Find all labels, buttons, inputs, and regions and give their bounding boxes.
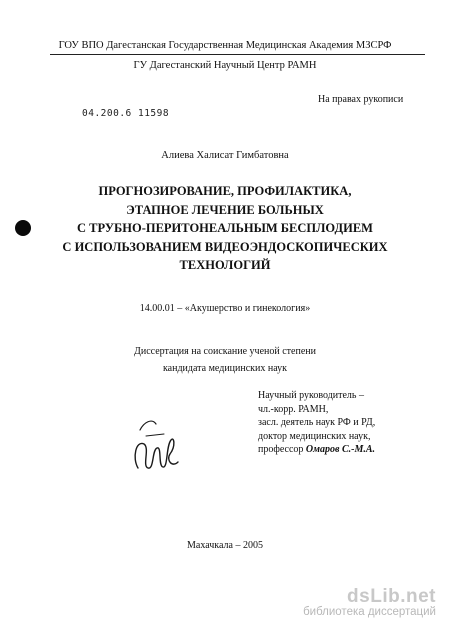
supervisor-line: Научный руководитель – bbox=[258, 390, 364, 401]
supervisor-block bbox=[258, 389, 375, 457]
city-year: Махачкала – 2005 bbox=[187, 540, 263, 551]
supervisor-line bbox=[258, 443, 375, 457]
header-divider bbox=[50, 54, 425, 55]
watermark-logo: dsLib.net bbox=[347, 586, 436, 607]
title-line: ТЕХНОЛОГИЙ bbox=[179, 258, 271, 272]
research-center-name: ГУ Дагестанский Научный Центр РАМН bbox=[133, 60, 317, 71]
watermark bbox=[303, 586, 436, 618]
watermark-subtitle: библиотека диссертаций bbox=[303, 606, 436, 618]
manuscript-rights-label: На правах рукописи bbox=[318, 94, 404, 105]
registration-stamp: 04.200.6 11598 bbox=[82, 108, 170, 119]
supervisor-title: профессор bbox=[258, 444, 306, 455]
degree-statement bbox=[0, 343, 450, 377]
title-line: ЭТАПНОЕ ЛЕЧЕНИЕ БОЛЬНЫХ bbox=[126, 202, 324, 217]
degree-line: Диссертация на соискание ученой степени bbox=[134, 346, 316, 357]
handwritten-signature bbox=[130, 410, 182, 476]
author-name: Алиева Халисат Гимбатовна bbox=[161, 150, 289, 161]
degree-line: кандидата медицинских наук bbox=[162, 363, 288, 374]
title-line: С ТРУБНО-ПЕРИТОНЕАЛЬНЫМ БЕСПЛОДИЕМ bbox=[77, 221, 373, 235]
supervisor-line: доктор медицинских наук, bbox=[258, 430, 371, 442]
supervisor-name: Омаров С.-М.А. bbox=[305, 444, 376, 455]
specialty-code: 14.00.01 – «Акушерство и гинекология» bbox=[139, 303, 311, 314]
institution-name: ГОУ ВПО Дагестанская Государственная Медицинская Академия МЗСРФ bbox=[58, 40, 392, 51]
title-line: С ИСПОЛЬЗОВАНИЕМ ВИДЕОЭНДОСКОПИЧЕСКИХ bbox=[62, 239, 388, 254]
title-line: ПРОГНОЗИРОВАНИЕ, ПРОФИЛАКТИКА, bbox=[98, 184, 352, 198]
dissertation-title bbox=[0, 182, 450, 275]
supervisor-line: чл.-корр. РАМН, bbox=[258, 403, 329, 415]
supervisor-line: засл. деятель наук РФ и РД, bbox=[258, 417, 376, 428]
